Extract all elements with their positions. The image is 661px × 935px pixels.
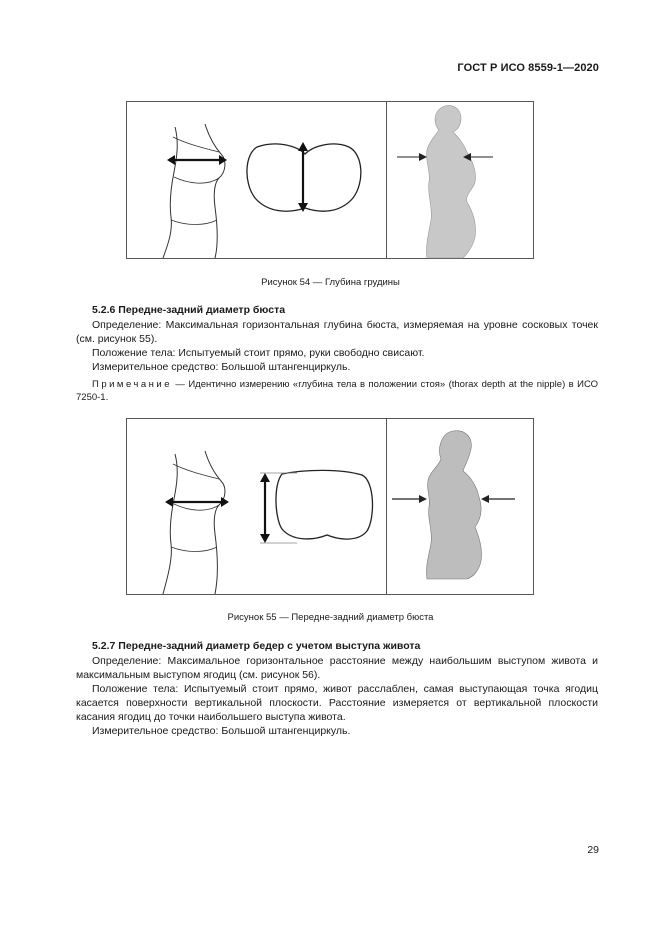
note-label: Примечание	[92, 379, 172, 390]
torso-back-line	[163, 127, 177, 258]
torso-front-line	[205, 451, 225, 594]
arrow-head-left	[167, 155, 175, 165]
section-5-2-7-title: 5.2.7 Передне-задний диаметр бедер с учетом выступа живота	[92, 640, 421, 652]
section-5-2-6-tool: Измерительное средство: Большой штангенциркуль.	[92, 361, 351, 373]
section-5-2-6-title: 5.2.6 Передне-задний диаметр бюста	[92, 304, 286, 316]
scan-silhouette	[426, 431, 481, 579]
torso-front-line	[205, 124, 225, 258]
bra-band	[174, 177, 219, 183]
cross-section-outline	[276, 470, 373, 539]
figure-divider	[386, 102, 387, 258]
figure-54	[126, 101, 534, 259]
figure-divider	[386, 419, 387, 594]
section-5-2-7-position: Положение тела: Испытуемый стоит прямо, живот расслаблен, самая выступающая точка ягодиц касается поверхности вертикальной плоскости. Расстояние измеряется от вертикальной плоскости касания ягодиц до точки наибольшего выступа живота.	[76, 683, 598, 723]
scan-silhouette	[426, 106, 475, 259]
section-5-2-6-definition: Определение: Максимальная горизонтальная глубина бюста, измеряемая на уровне сосковых точек (см. рисунок 55).	[76, 319, 598, 345]
bra-strap	[173, 464, 219, 479]
torso-back-line	[163, 454, 177, 594]
figure-54-caption: Рисунок 54 — Глубина грудины	[261, 277, 400, 288]
section-5-2-6-position: Положение тела: Испытуемый стоит прямо, руки свободно свисают.	[92, 347, 425, 359]
waist-line	[171, 547, 217, 552]
page-number: 29	[587, 844, 599, 856]
arrow-head-bottom	[298, 203, 308, 212]
waist-line	[171, 220, 217, 225]
section-5-2-7-definition: Определение: Максимальное горизонтальное расстояние между наибольшим выступом живота и максимальным выступом ягодиц (см. рисунок 56).	[76, 655, 598, 681]
arrow-head-top	[298, 142, 308, 151]
document-header: ГОСТ Р ИСО 8559-1—2020	[457, 62, 599, 74]
figure-55-drawing	[127, 419, 533, 594]
note-text: — Идентично измерению «глубина тела в положении стоя» (thorax depth at the nipple) в ИСО 7250-1.	[76, 379, 598, 403]
figure-54-drawing	[127, 102, 533, 258]
bra-band	[174, 504, 219, 510]
bra-strap	[173, 137, 219, 152]
figure-55	[126, 418, 534, 595]
section-5-2-6-note	[76, 378, 598, 404]
section-5-2-7-tool: Измерительное средство: Большой штангенциркуль.	[92, 725, 351, 737]
figure-55-caption: Рисунок 55 — Передне-задний диаметр бюста	[227, 612, 434, 623]
